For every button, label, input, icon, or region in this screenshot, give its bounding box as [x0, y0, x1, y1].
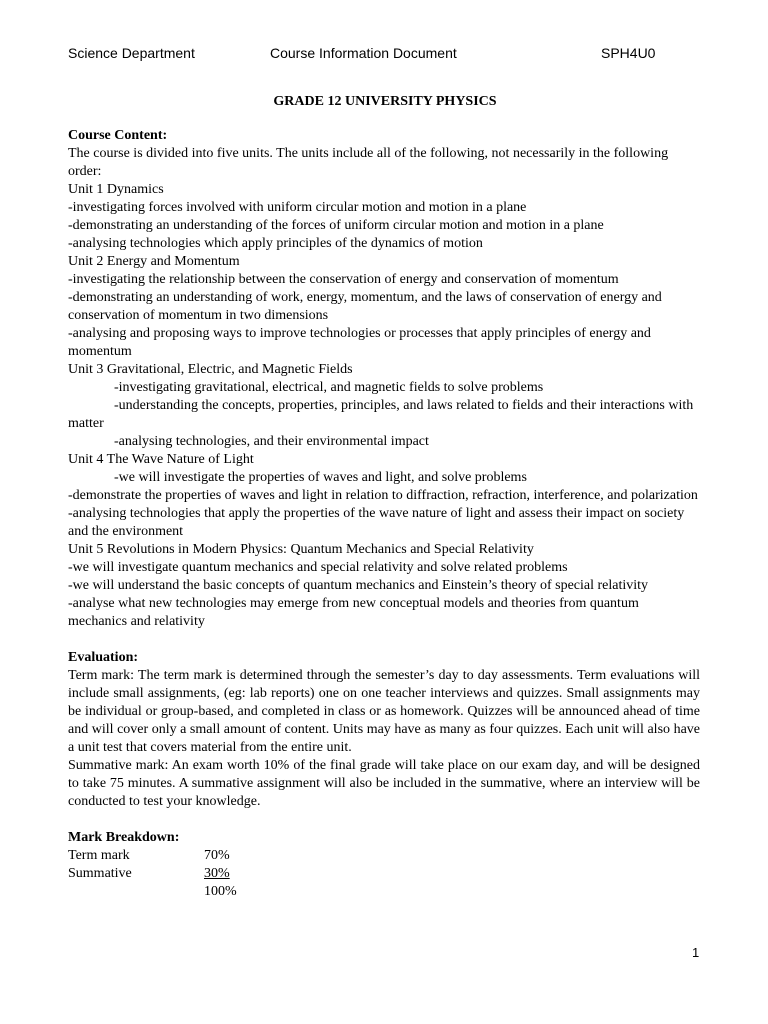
- unit-item: -analyse what new technologies may emerge from new conceptual models and theories from quantum mechanics and relativity: [68, 596, 639, 629]
- breakdown-value: 70%: [204, 848, 230, 863]
- unit-item: -analysing technologies that apply the properties of the wave nature of light and assess their impact on society and the environment: [68, 506, 685, 539]
- page-header: [0, 45, 768, 65]
- unit-title: Unit 2 Energy and Momentum: [68, 254, 240, 269]
- unit-item: -understanding the concepts, properties, principles, and laws related to fields and their interactions with matter: [68, 398, 694, 431]
- unit-title: Unit 3 Gravitational, Electric, and Magnetic Fields: [68, 362, 353, 377]
- breakdown-label: Term mark: [68, 848, 130, 863]
- course-intro: The course is divided into five units. The units include all of the following, not necessarily in the following order:: [68, 146, 669, 179]
- breakdown-label: [68, 883, 204, 901]
- unit-title: Unit 4 The Wave Nature of Light: [68, 452, 254, 467]
- evaluation-heading: Evaluation:: [68, 650, 139, 665]
- breakdown-label: Summative: [68, 866, 132, 881]
- unit-item: -investigating the relationship between the conservation of energy and conservation of momentum: [68, 272, 619, 287]
- unit-item: -we will understand the basic concepts of quantum mechanics and Einstein’s theory of special relativity: [68, 578, 649, 593]
- mark-breakdown-table: [68, 847, 237, 901]
- header-course-code: SPH4U0: [601, 45, 656, 61]
- document-title: GRADE 12 UNIVERSITY PHYSICS: [273, 94, 497, 109]
- header-document-type: Course Information Document: [270, 45, 457, 61]
- course-content-heading: Course Content:: [68, 128, 168, 143]
- unit-item: -demonstrating an understanding of work, energy, momentum, and the laws of conservation of energy and conservation of momentum in two dimensions: [68, 290, 662, 323]
- summative-mark-paragraph: Summative mark: An exam worth 10% of the final grade will take place on our exam day, and will be designed to take 75 minutes. A summative assignment will also be included in the summative, where an interview will be conducted to test your knowledge.: [68, 758, 700, 809]
- unit-item: -investigating forces involved with uniform circular motion and motion in a plane: [68, 200, 527, 215]
- unit-title: Unit 1 Dynamics: [68, 182, 164, 197]
- table-row: [68, 883, 237, 901]
- unit-item: -demonstrating an understanding of the forces of uniform circular motion and motion in a plane: [68, 218, 604, 233]
- header-department: Science Department: [68, 45, 195, 61]
- unit-title: Unit 5 Revolutions in Modern Physics: Quantum Mechanics and Special Relativity: [68, 542, 534, 557]
- unit-item: -we will investigate quantum mechanics and special relativity and solve related problems: [68, 560, 568, 575]
- unit-item: -analysing technologies which apply principles of the dynamics of motion: [68, 236, 483, 251]
- breakdown-value: 30%: [204, 866, 230, 881]
- table-row: [68, 847, 237, 865]
- breakdown-total: 100%: [204, 884, 237, 899]
- document-body: [68, 93, 700, 901]
- table-row: [68, 865, 237, 883]
- mark-breakdown-heading: Mark Breakdown:: [68, 830, 180, 845]
- page-number: 1: [692, 945, 700, 960]
- term-mark-paragraph: Term mark: The term mark is determined through the semester’s day to day assessments. Term evaluations will include small assignments, (eg: lab reports) one on one teacher interviews and quizzes. Small assignments may be individual or group-based, and completed in class or as homework. Quizzes will be announced ahead of time and will cover only a small amount of content. Units may have as many as four quizzes. Each unit will also have a unit test that covers material from the entire unit.: [68, 668, 700, 755]
- unit-item: -we will investigate the properties of waves and light, and solve problems: [114, 470, 527, 485]
- unit-item: -demonstrate the properties of waves and light in relation to diffraction, refraction, interference, and polarization: [68, 488, 698, 503]
- unit-item: -analysing and proposing ways to improve technologies or processes that apply principles of energy and momentum: [68, 326, 651, 359]
- unit-item: -analysing technologies, and their environmental impact: [114, 434, 429, 449]
- unit-item: -investigating gravitational, electrical, and magnetic fields to solve problems: [114, 380, 544, 395]
